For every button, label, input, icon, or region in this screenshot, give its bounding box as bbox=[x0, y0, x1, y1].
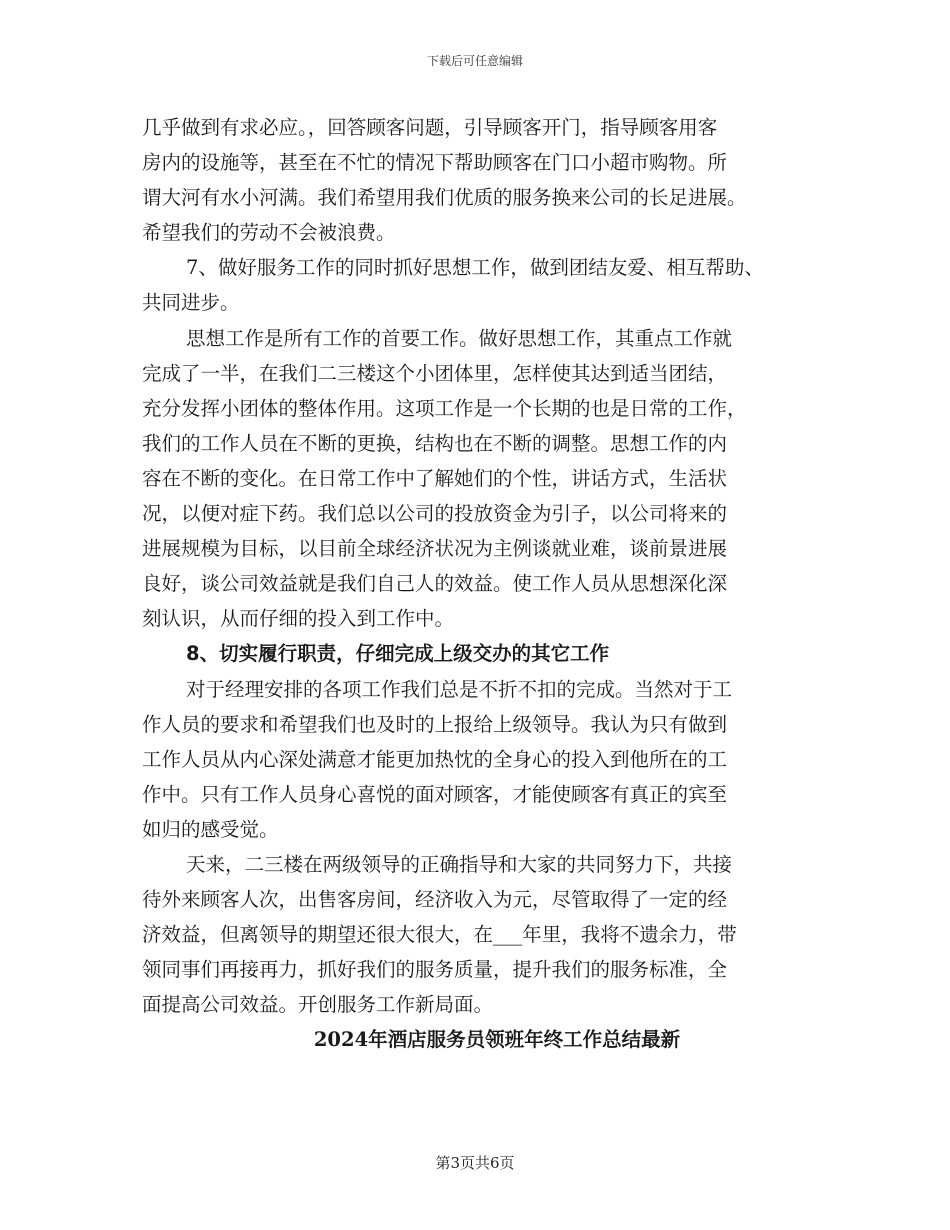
text-line: 房内的设施等，甚至在不忙的情况下帮助顾客在门口小超市购物。所 bbox=[142, 151, 728, 175]
text-line: 刻认识，从而仔细的投入到工作中。 bbox=[142, 607, 455, 631]
text-line: 共同进步。 bbox=[142, 291, 240, 315]
text-line: 面提高公司效益。开创服务工作新局面。 bbox=[142, 993, 494, 1017]
text-line: 希望我们的劳动不会被浪费。 bbox=[142, 221, 396, 245]
text-line: 完成了一半，在我们二三楼这个小团体里，怎样使其达到适当团结， bbox=[142, 361, 728, 385]
page-header: 下载后可任意编辑 bbox=[426, 54, 523, 68]
text-line: 济效益，但离领导的期望还很大很大，在___年里，我将不遗余力，带 bbox=[142, 923, 737, 947]
text-line: 我们的工作人员在不断的更换，结构也在不断的调整。思想工作的内 bbox=[142, 431, 728, 455]
text-line: 进展规模为目标，以目前全球经济状况为主例谈就业难，谈前景进展 bbox=[142, 537, 728, 561]
page-footer: 第3页共6页 bbox=[435, 1154, 515, 1172]
document-title: 2024年酒店服务员领班年终工作总结最新 bbox=[313, 1028, 681, 1052]
text-line: 工作人员从内心深处满意才能更加热忱的全身心的投入到他所在的工 bbox=[142, 747, 728, 771]
text-line: 容在不断的变化。在日常工作中了解她们的个性，讲话方式，生活状 bbox=[142, 466, 728, 490]
document-body bbox=[142, 110, 832, 1058]
text-line: 领同事们再接再力，抓好我们的服务质量，提升我们的服务标准，全 bbox=[142, 958, 728, 982]
text-line: 待外来顾客人次，出售客房间，经济收入为元，尽管取得了一定的经 bbox=[142, 888, 728, 912]
section-heading-8: 8、切实履行职责，仔细完成上级交办的其它工作 bbox=[186, 642, 610, 666]
paragraph-start: 思想工作是所有工作的首要工作。做好思想工作，其重点工作就 bbox=[186, 326, 733, 350]
paragraph-start: 对于经理安排的各项工作我们总是不折不扣的完成。当然对于工 bbox=[186, 677, 733, 701]
text-line: 如归的感受觉。 bbox=[142, 817, 279, 841]
list-item-7: 7、做好服务工作的同时抓好思想工作，做到团结友爱、相互帮助、 bbox=[186, 256, 764, 280]
text-line: 充分发挥小团体的整体作用。这项工作是一个长期的也是日常的工作， bbox=[142, 396, 747, 420]
text-line: 作中。只有工作人员身心喜悦的面对顾客，才能使顾客有真正的宾至 bbox=[142, 782, 728, 806]
text-line: 作人员的要求和希望我们也及时的上报给上级领导。我认为只有做到 bbox=[142, 712, 728, 736]
text-line: 谓大河有水小河满。我们希望用我们优质的服务换来公司的长足进展。 bbox=[142, 186, 747, 210]
paragraph-start: 天来，二三楼在两级领导的正确指导和大家的共同努力下，共接 bbox=[186, 852, 733, 876]
text-line: 几乎做到有求必应。，回答顾客问题，引导顾客开门，指导顾客用客 bbox=[142, 116, 718, 139]
text-line: 况，以便对症下药。我们总以公司的投放资金为引子，以公司将来的 bbox=[142, 502, 728, 526]
text-line: 良好，谈公司效益就是我们自己人的效益。使工作人员从思想深化深 bbox=[142, 572, 728, 596]
